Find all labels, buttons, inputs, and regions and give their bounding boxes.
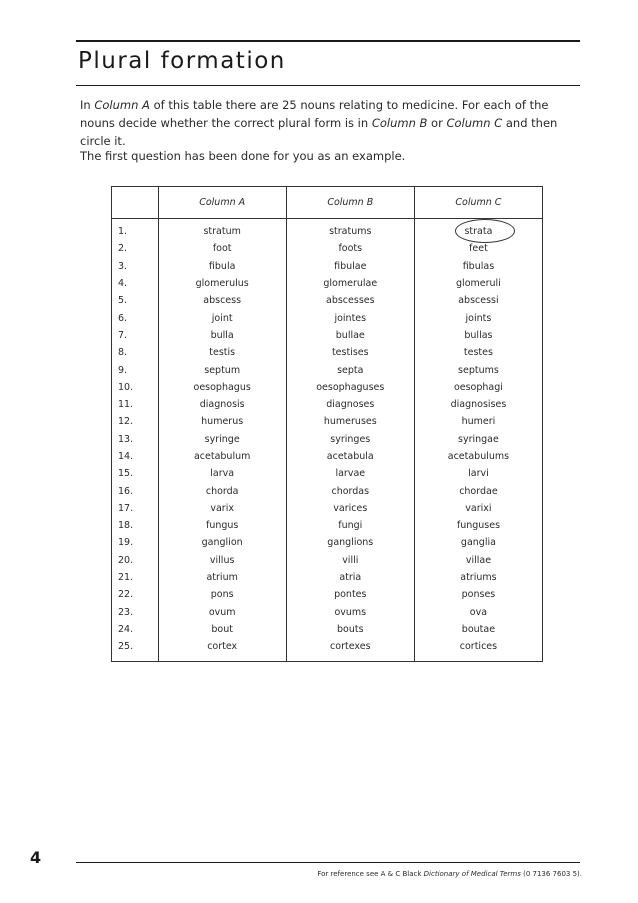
column-b-word[interactable]: fungi (286, 517, 414, 534)
column-b-word[interactable]: acetabula (286, 448, 414, 465)
table-row (112, 258, 543, 275)
column-c-word[interactable]: varixi (414, 500, 542, 517)
bottom-rule (76, 862, 580, 863)
header-column-b: Column B (286, 187, 414, 219)
row-number: 13. (118, 433, 134, 445)
table-row (112, 517, 543, 534)
table-row (112, 465, 543, 482)
footnote-book-title: Dictionary of Medical Terms (423, 870, 521, 878)
column-a-word[interactable]: varix (158, 500, 286, 517)
column-a-word[interactable]: stratum (158, 219, 286, 241)
header-column-c: Column C (414, 187, 542, 219)
column-a-word[interactable]: larva (158, 465, 286, 482)
column-c-word[interactable]: testes (414, 344, 542, 361)
column-a-word[interactable]: abscess (158, 292, 286, 309)
column-a-word[interactable]: cortex (158, 638, 286, 662)
header-column-a: Column A (158, 187, 286, 219)
column-b-word[interactable]: larvae (286, 465, 414, 482)
column-c-word[interactable]: joints (414, 309, 542, 326)
column-a-word[interactable]: bout (158, 621, 286, 638)
column-c-word[interactable]: atriums (414, 569, 542, 586)
table-row (112, 534, 543, 551)
row-number: 25. (118, 641, 134, 653)
column-a-word[interactable]: pons (158, 586, 286, 603)
instructions-part1: In (80, 98, 95, 112)
page-title: Plural formation (78, 48, 286, 74)
row-number: 8. (118, 347, 128, 359)
column-b-word[interactable]: villi (286, 552, 414, 569)
column-a-word[interactable]: oesophagus (158, 379, 286, 396)
row-number: 6. (118, 312, 128, 324)
row-number: 24. (118, 623, 134, 635)
column-a-word[interactable]: atrium (158, 569, 286, 586)
row-number: 17. (118, 502, 134, 514)
table-header-row (112, 187, 543, 219)
column-b-word[interactable]: stratums (286, 219, 414, 241)
column-b-word[interactable]: syringes (286, 431, 414, 448)
table-row (112, 379, 543, 396)
column-a-word[interactable]: joint (158, 309, 286, 326)
column-c-word[interactable]: cortices (414, 638, 542, 662)
row-number: 20. (118, 554, 134, 566)
column-c-word[interactable]: septums (414, 361, 542, 378)
row-number: 9. (118, 364, 128, 376)
example-note: The first question has been done for you as an example. (80, 149, 406, 163)
column-a-word[interactable]: ganglion (158, 534, 286, 551)
column-a-word[interactable]: ovum (158, 604, 286, 621)
column-b-word[interactable]: diagnoses (286, 396, 414, 413)
example-answer-circle (455, 219, 515, 243)
top-rule (76, 40, 580, 42)
column-c-word[interactable]: acetabulums (414, 448, 542, 465)
column-a-word[interactable]: villus (158, 552, 286, 569)
row-number: 15. (118, 468, 134, 480)
column-a-word[interactable]: humerus (158, 413, 286, 430)
column-b-word[interactable]: varices (286, 500, 414, 517)
column-c-word[interactable]: chordae (414, 482, 542, 499)
instructions-part3: or (427, 116, 447, 130)
column-b-word[interactable]: jointes (286, 309, 414, 326)
table-row (112, 500, 543, 517)
table-row (112, 586, 543, 603)
title-rule (76, 85, 580, 86)
table-row (112, 292, 543, 309)
column-c-word[interactable]: syringae (414, 431, 542, 448)
row-number: 10. (118, 381, 134, 393)
column-c-word[interactable]: ganglia (414, 534, 542, 551)
column-a-word[interactable]: chorda (158, 482, 286, 499)
reference-footnote (317, 870, 582, 878)
column-b-word[interactable]: glomerulae (286, 275, 414, 292)
column-c-word[interactable]: diagnosises (414, 396, 542, 413)
column-c-word[interactable]: abscessi (414, 292, 542, 309)
column-a-word[interactable]: syringe (158, 431, 286, 448)
row-number: 3. (118, 260, 128, 272)
column-b-word[interactable]: septa (286, 361, 414, 378)
row-number: 5. (118, 295, 128, 307)
column-c-word[interactable]: villae (414, 552, 542, 569)
column-b-word[interactable]: ovums (286, 604, 414, 621)
table-row (112, 621, 543, 638)
row-number: 4. (118, 278, 128, 290)
table-row (112, 327, 543, 344)
column-c-word[interactable]: strata (414, 219, 542, 241)
row-number: 22. (118, 589, 134, 601)
column-a-word[interactable]: fungus (158, 517, 286, 534)
row-number: 1. (118, 226, 128, 238)
page-number: 4 (30, 848, 42, 867)
table-row (112, 344, 543, 361)
column-b-word[interactable]: abscesses (286, 292, 414, 309)
instructions-part2: of this table there are 25 nouns relating to medicine. For each of the nouns decide whether the correct plural form is in (80, 98, 549, 130)
column-a-word[interactable]: glomerulus (158, 275, 286, 292)
footnote-suffix: (0 7136 7603 5). (520, 870, 582, 878)
row-number: 21. (118, 572, 134, 584)
column-b-word[interactable]: cortexes (286, 638, 414, 662)
column-a-word[interactable]: foot (158, 240, 286, 257)
column-b-word[interactable]: fibulae (286, 258, 414, 275)
row-number: 16. (118, 485, 134, 497)
column-a-word[interactable]: fibula (158, 258, 286, 275)
table-row (112, 275, 543, 292)
table-row (112, 413, 543, 430)
column-b-word[interactable]: foots (286, 240, 414, 257)
column-c-word[interactable]: oesophagi (414, 379, 542, 396)
table-row (112, 309, 543, 326)
row-number: 11. (118, 399, 134, 411)
row-number: 14. (118, 451, 134, 462)
table-row (112, 552, 543, 569)
table-row (112, 482, 543, 499)
instructions-column-b: Column B (371, 116, 428, 130)
instructions-column-a: Column A (94, 98, 150, 112)
column-c-word[interactable]: humeri (414, 413, 542, 430)
column-b-word[interactable]: humeruses (286, 413, 414, 430)
column-b-word[interactable]: oesophaguses (286, 379, 414, 396)
column-c-word[interactable]: ponses (414, 586, 542, 603)
table-row (112, 361, 543, 378)
column-c-word[interactable]: ova (414, 604, 542, 621)
row-number: 2. (118, 243, 128, 255)
table-row (112, 448, 543, 465)
row-number: 12. (118, 416, 134, 428)
table-body (112, 219, 543, 662)
column-c-word[interactable]: boutae (414, 621, 542, 638)
column-c-word[interactable]: feet (414, 240, 542, 257)
plural-table (111, 186, 543, 662)
row-number: 19. (118, 537, 134, 549)
row-number: 18. (118, 520, 134, 532)
table-row (112, 240, 543, 257)
column-a-word[interactable]: bulla (158, 327, 286, 344)
column-c-word[interactable]: glomeruli (414, 275, 542, 292)
column-c-word[interactable]: fibulas (414, 258, 542, 275)
row-number: 23. (118, 606, 134, 618)
table-row (112, 569, 543, 586)
row-number: 7. (118, 329, 128, 341)
table-row (112, 396, 543, 413)
column-b-word[interactable]: bullae (286, 327, 414, 344)
instructions-column-c: Column C (446, 116, 503, 130)
table-row (112, 431, 543, 448)
instructions (80, 96, 580, 150)
column-b-word[interactable]: pontes (286, 586, 414, 603)
column-a-word[interactable]: diagnosis (158, 396, 286, 413)
column-a-word[interactable]: acetabulum (158, 448, 286, 465)
column-a-word[interactable]: septum (158, 361, 286, 378)
table-row (112, 604, 543, 621)
header-number (112, 187, 159, 219)
instructions-part4: and then circle it. (80, 116, 558, 148)
table-row (112, 638, 543, 662)
column-b-word[interactable]: chordas (286, 482, 414, 499)
column-b-word[interactable]: testises (286, 344, 414, 361)
column-c-word[interactable]: funguses (414, 517, 542, 534)
column-c-word[interactable]: bullas (414, 327, 542, 344)
column-b-word[interactable]: ganglions (286, 534, 414, 551)
column-a-word[interactable]: testis (158, 344, 286, 361)
column-c-word[interactable]: larvi (414, 465, 542, 482)
column-b-word[interactable]: atria (286, 569, 414, 586)
column-b-word[interactable]: bouts (286, 621, 414, 638)
footnote-prefix: For reference see A & C Black (317, 870, 424, 878)
